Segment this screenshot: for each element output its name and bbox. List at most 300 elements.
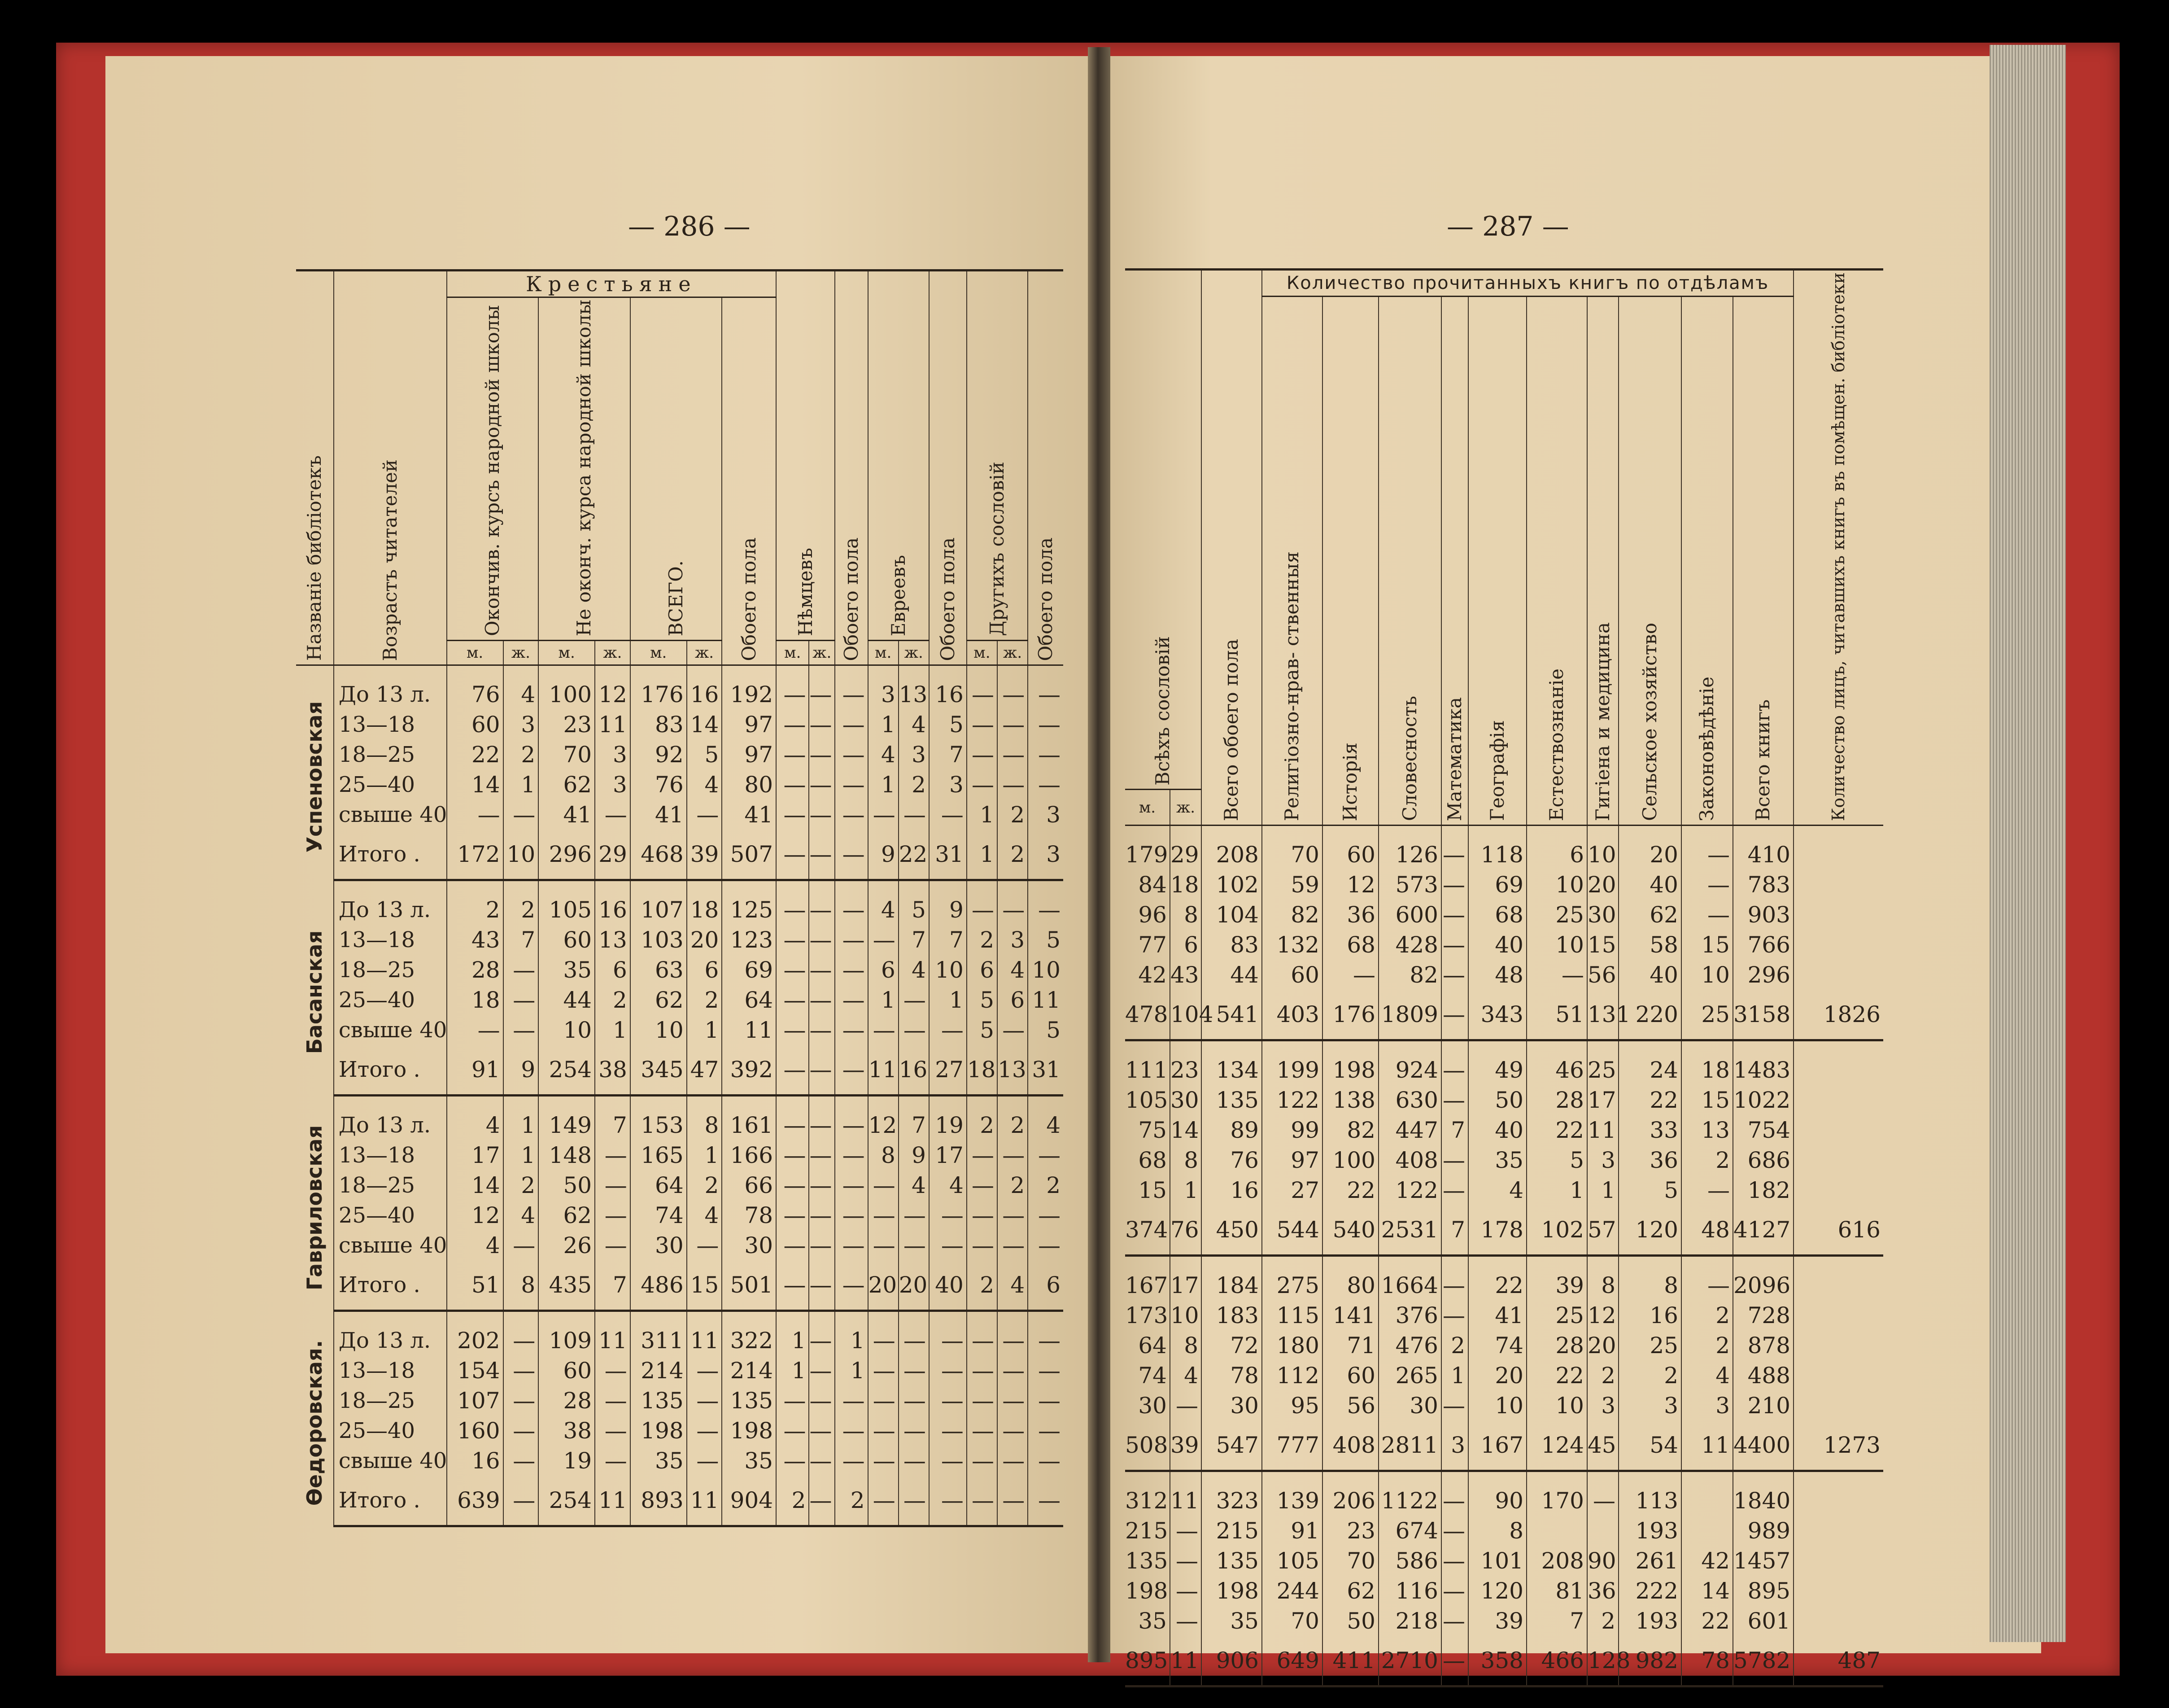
- table-cell: 2: [1681, 1330, 1733, 1360]
- table-row: [1125, 1516, 1883, 1546]
- table-cell: [1794, 1270, 1883, 1300]
- table-cell: 11: [1587, 1115, 1619, 1145]
- table-cell: [1794, 1330, 1883, 1360]
- table-cell: —: [1681, 900, 1733, 930]
- table-cell: —: [687, 1355, 722, 1385]
- table-cell: 4: [868, 739, 899, 769]
- table-cell: [1794, 960, 1883, 990]
- table-cell: 41: [538, 799, 595, 830]
- table-cell: 22: [447, 739, 503, 769]
- table-cell: 167: [1468, 1420, 1527, 1471]
- table-cell: 8: [868, 1140, 899, 1170]
- table-cell: 345: [630, 1045, 687, 1096]
- table-cell: 8: [1170, 900, 1201, 930]
- table-cell: 18: [1170, 869, 1201, 900]
- table-cell: 6: [967, 955, 997, 985]
- table-cell: 208: [1527, 1546, 1587, 1576]
- header-finished-school: Окончив. курсъ народной школы: [447, 297, 539, 641]
- table-cell: 62: [1619, 900, 1681, 930]
- table-cell: [1794, 1085, 1883, 1115]
- table-cell: 89: [1201, 1115, 1262, 1145]
- table-cell: —: [809, 985, 835, 1015]
- table-cell: 107: [630, 895, 687, 925]
- table-cell: —: [1441, 1055, 1468, 1085]
- table-cell: —: [809, 1415, 835, 1446]
- table-cell: 16: [595, 895, 630, 925]
- header-other-estates: Другихъ сословій: [967, 271, 1028, 641]
- table-row: [296, 769, 1063, 799]
- table-cell: 124: [1527, 1420, 1587, 1471]
- table-cell: 12: [595, 679, 630, 709]
- header-natural-science: Естествознаніе: [1527, 297, 1587, 826]
- table-cell: 107: [447, 1385, 503, 1415]
- page-number-left: — 286 —: [628, 211, 751, 242]
- readers-table-right: [1125, 268, 1883, 1687]
- age-group-label: 18—25: [334, 955, 447, 985]
- table-cell: 222: [1619, 1576, 1681, 1606]
- header-f: ж.: [687, 641, 722, 665]
- table-cell: 112: [1262, 1360, 1322, 1390]
- table-cell: 184: [1201, 1270, 1262, 1300]
- table-cell: 172: [447, 830, 503, 880]
- table-cell: [1794, 1390, 1883, 1420]
- table-cell: 8: [503, 1260, 539, 1311]
- table-cell: 2: [1681, 1145, 1733, 1175]
- table-cell: —: [809, 895, 835, 925]
- table-cell: 26: [538, 1230, 595, 1260]
- table-cell: —: [835, 1260, 868, 1311]
- table-cell: —: [997, 895, 1028, 925]
- table-cell: 508: [1125, 1420, 1170, 1471]
- table-cell: 11: [595, 1325, 630, 1355]
- table-row: [1125, 1576, 1883, 1606]
- table-cell: 18: [967, 1045, 997, 1096]
- table-cell: 101: [1468, 1546, 1527, 1576]
- table-cell: —: [503, 1355, 539, 1385]
- table-cell: 982: [1619, 1636, 1681, 1686]
- table-cell: 120: [1468, 1576, 1527, 1606]
- table-cell: 18: [687, 895, 722, 925]
- table-cell: 1: [776, 1325, 809, 1355]
- table-cell: 447: [1379, 1115, 1441, 1145]
- table-row: [296, 709, 1063, 739]
- table-cell: 63: [630, 955, 687, 985]
- table-cell: —: [929, 799, 967, 830]
- library-name: Успеновская: [302, 701, 327, 853]
- table-cell: 22: [899, 830, 929, 880]
- table-cell: —: [1441, 1175, 1468, 1205]
- table-cell: 17: [929, 1140, 967, 1170]
- table-cell: 4: [1170, 1360, 1201, 1390]
- table-cell: —: [868, 1476, 899, 1526]
- table-cell: —: [776, 799, 809, 830]
- table-cell: —: [1441, 1300, 1468, 1330]
- table-cell: 25: [1619, 1330, 1681, 1360]
- table-row: [296, 1200, 1063, 1230]
- table-cell: —: [868, 1415, 899, 1446]
- table-row: [1125, 990, 1883, 1040]
- table-cell: —: [595, 1385, 630, 1415]
- table-cell: —: [595, 1415, 630, 1446]
- table-cell: —: [1441, 1516, 1468, 1546]
- table-cell: —: [967, 1446, 997, 1476]
- table-cell: 1: [687, 1015, 722, 1045]
- table-cell: 2: [899, 769, 929, 799]
- table-cell: 165: [630, 1140, 687, 1170]
- table-cell: 39: [1468, 1606, 1527, 1636]
- table-cell: 3: [929, 769, 967, 799]
- table-cell: 97: [722, 739, 776, 769]
- table-cell: —: [929, 1200, 967, 1230]
- table-cell: 411: [1322, 1636, 1379, 1686]
- table-cell: 31: [1028, 1045, 1063, 1096]
- table-cell: 60: [538, 925, 595, 955]
- table-cell: 192: [722, 679, 776, 709]
- table-cell: —: [595, 1170, 630, 1200]
- table-cell: 2: [687, 1170, 722, 1200]
- table-cell: 16: [1201, 1175, 1262, 1205]
- table-cell: —: [687, 799, 722, 830]
- table-cell: 2: [997, 799, 1028, 830]
- table-cell: 176: [630, 679, 687, 709]
- table-cell: 96: [1138, 901, 1167, 928]
- table-cell: 1: [835, 1355, 868, 1385]
- table-cell: 486: [630, 1260, 687, 1311]
- table-cell: —: [835, 1385, 868, 1415]
- table-cell: —: [929, 1385, 967, 1415]
- table-cell: —: [809, 1110, 835, 1140]
- table-cell: 14: [687, 709, 722, 739]
- header-all-estates: Всѣхъ сословій: [1125, 270, 1201, 790]
- table-cell: 30: [1379, 1390, 1441, 1420]
- table-cell: 2: [997, 1170, 1028, 1200]
- table-cell: —: [809, 1446, 835, 1476]
- header-f: ж.: [1170, 790, 1201, 826]
- header-m: м.: [447, 641, 503, 665]
- table-cell: 7: [899, 1110, 929, 1140]
- readers-table-left: [296, 269, 1063, 1527]
- table-cell: 41: [1468, 1300, 1527, 1330]
- age-group-label: Итого .: [334, 830, 447, 880]
- table-cell: 123: [722, 925, 776, 955]
- table-cell: 4: [503, 679, 539, 709]
- table-cell: 25: [1527, 900, 1587, 930]
- table-cell: 408: [1379, 1145, 1441, 1175]
- table-cell: 57: [1587, 1205, 1619, 1256]
- table-cell: 2: [997, 830, 1028, 880]
- table-cell: 10: [1468, 1390, 1527, 1420]
- table-cell: —: [967, 1170, 997, 1200]
- page-edges: [1990, 45, 2066, 1642]
- table-cell: 122: [1379, 1175, 1441, 1205]
- table-cell: —: [1441, 1485, 1468, 1516]
- table-cell: —: [1322, 960, 1379, 990]
- table-cell: —: [447, 1015, 503, 1045]
- table-cell: 5: [1028, 925, 1063, 955]
- table-cell: 166: [722, 1140, 776, 1170]
- table-cell: 19: [538, 1446, 595, 1476]
- table-cell: 7: [503, 925, 539, 955]
- age-group-label: 25—40: [334, 769, 447, 799]
- table-cell: 254: [538, 1045, 595, 1096]
- table-cell: 1809: [1379, 990, 1441, 1040]
- table-cell: 9: [899, 1140, 929, 1170]
- table-cell: 2: [1619, 1360, 1681, 1390]
- table-row: [296, 830, 1063, 880]
- table-cell: 3: [1028, 830, 1063, 880]
- table-cell: —: [899, 985, 929, 1015]
- table-cell: —: [997, 1476, 1028, 1526]
- table-cell: 17: [447, 1140, 503, 1170]
- table-cell: 686: [1733, 1145, 1794, 1175]
- table-cell: 30: [1170, 1085, 1201, 1115]
- table-cell: —: [899, 1325, 929, 1355]
- table-cell: 3158: [1733, 990, 1794, 1040]
- table-cell: 312: [1125, 1487, 1168, 1514]
- table-cell: 540: [1322, 1205, 1379, 1256]
- table-cell: [1794, 1145, 1883, 1175]
- table-cell: [1794, 869, 1883, 900]
- table-cell: 5: [899, 895, 929, 925]
- table-cell: 3: [1681, 1390, 1733, 1420]
- table-cell: —: [776, 1446, 809, 1476]
- table-cell: [1794, 1055, 1883, 1085]
- age-group-label: 13—18: [334, 1140, 447, 1170]
- table-cell: 2531: [1379, 1205, 1441, 1256]
- table-cell: 5: [687, 739, 722, 769]
- table-cell: —: [929, 1325, 967, 1355]
- table-cell: 11: [1170, 1485, 1201, 1516]
- table-cell: 141: [1322, 1300, 1379, 1330]
- age-group-label: 18—25: [334, 739, 447, 769]
- table-cell: 74: [630, 1200, 687, 1230]
- table-cell: 6: [1527, 839, 1587, 869]
- table-cell: 3: [1587, 1390, 1619, 1420]
- table-cell: 674: [1379, 1516, 1441, 1546]
- header-f: ж.: [809, 641, 835, 665]
- header-m: м.: [967, 641, 997, 665]
- table-cell: 24: [1619, 1055, 1681, 1085]
- table-cell: 311: [630, 1325, 687, 1355]
- table-cell: 54: [1619, 1420, 1681, 1471]
- table-cell: 125: [722, 895, 776, 925]
- table-cell: 22: [1468, 1270, 1527, 1300]
- table-cell: 40: [1619, 960, 1681, 990]
- table-cell: 44: [1201, 960, 1262, 990]
- table-cell: —: [929, 1446, 967, 1476]
- table-cell: —: [776, 1140, 809, 1170]
- table-cell: 2: [503, 895, 539, 925]
- table-cell: 8: [687, 1110, 722, 1140]
- table-cell: 19: [929, 1110, 967, 1140]
- table-cell: —: [1170, 1516, 1201, 1546]
- table-cell: 39: [1527, 1270, 1587, 1300]
- table-row: [296, 1015, 1063, 1045]
- table-cell: —: [1441, 1145, 1468, 1175]
- table-cell: —: [997, 709, 1028, 739]
- table-row: [296, 925, 1063, 955]
- table-cell: 7: [929, 739, 967, 769]
- table-cell: 4: [899, 1170, 929, 1200]
- table-cell: 76: [630, 769, 687, 799]
- table-cell: —: [835, 1170, 868, 1200]
- table-cell: —: [868, 1015, 899, 1045]
- table-cell: 12: [868, 1110, 899, 1140]
- table-cell: 376: [1379, 1300, 1441, 1330]
- table-cell: —: [503, 1415, 539, 1446]
- table-cell: 478: [1125, 990, 1170, 1040]
- table-cell: —: [776, 1015, 809, 1045]
- table-cell: 435: [538, 1260, 595, 1311]
- table-cell: [1794, 1606, 1883, 1636]
- table-cell: 199: [1262, 1055, 1322, 1085]
- table-cell: 66: [722, 1170, 776, 1200]
- header-m: м.: [538, 641, 595, 665]
- table-cell: 75: [1138, 1117, 1167, 1143]
- table-cell: 15: [1138, 1177, 1167, 1203]
- table-cell: 202: [447, 1325, 503, 1355]
- header-geography: Географія: [1468, 297, 1527, 826]
- table-cell: 8: [1468, 1516, 1527, 1546]
- table-cell: —: [899, 1446, 929, 1476]
- table-cell: 20: [1468, 1360, 1527, 1390]
- table-cell: —: [1441, 930, 1468, 960]
- table-cell: —: [595, 1140, 630, 1170]
- table-cell: 2: [1587, 1606, 1619, 1636]
- table-cell: —: [868, 1385, 899, 1415]
- table-cell: 84: [1138, 871, 1167, 898]
- header-law: Законовѣдѣніе: [1681, 297, 1733, 826]
- table-cell: 48: [1468, 960, 1527, 990]
- table-cell: —: [1441, 900, 1468, 930]
- table-row: [1125, 1636, 1883, 1686]
- table-cell: 3: [868, 679, 899, 709]
- table-cell: 178: [1468, 1205, 1527, 1256]
- table-cell: 895: [1125, 1636, 1170, 1686]
- table-cell: 428: [1379, 930, 1441, 960]
- table-cell: —: [1441, 869, 1468, 900]
- table-cell: 989: [1733, 1516, 1794, 1546]
- table-cell: 208: [1201, 839, 1262, 869]
- table-cell: 12: [447, 1200, 503, 1230]
- table-cell: 35: [722, 1446, 776, 1476]
- table-cell: 148: [538, 1140, 595, 1170]
- table-cell: 1826: [1794, 990, 1883, 1040]
- table-cell: —: [776, 1045, 809, 1096]
- table-cell: 10: [1587, 839, 1619, 869]
- table-cell: 5: [929, 709, 967, 739]
- table-cell: 4: [687, 1200, 722, 1230]
- header-history: Исторія: [1322, 297, 1379, 826]
- age-group-label: свыше 40: [334, 1446, 447, 1476]
- table-cell: 60: [447, 709, 503, 739]
- age-group-label: свыше 40: [334, 1015, 447, 1045]
- table-cell: 573: [1379, 869, 1441, 900]
- table-cell: 210: [1733, 1390, 1794, 1420]
- table-cell: —: [899, 1230, 929, 1260]
- table-cell: [1794, 1516, 1883, 1546]
- table-cell: 501: [722, 1260, 776, 1311]
- age-group-label: 25—40: [334, 1415, 447, 1446]
- table-cell: 95: [1262, 1390, 1322, 1420]
- table-cell: 3: [595, 739, 630, 769]
- book-gutter: [1088, 47, 1110, 1662]
- table-cell: —: [868, 1170, 899, 1200]
- table-cell: 10: [929, 955, 967, 985]
- table-cell: —: [967, 1140, 997, 1170]
- table-cell: 728: [1733, 1300, 1794, 1330]
- table-cell: —: [503, 1230, 539, 1260]
- table-cell: 5: [1028, 1015, 1063, 1045]
- table-cell: 180: [1262, 1330, 1322, 1360]
- table-cell: 4: [868, 895, 899, 925]
- age-group-label: свыше 40: [334, 1230, 447, 1260]
- table-cell: 9: [503, 1045, 539, 1096]
- table-cell: —: [835, 955, 868, 985]
- table-cell: 488: [1733, 1360, 1794, 1390]
- table-cell: 111: [1125, 1057, 1168, 1083]
- table-row: [1125, 900, 1883, 930]
- table-cell: 30: [1201, 1390, 1262, 1420]
- table-cell: —: [835, 679, 868, 709]
- table-cell: 20: [687, 925, 722, 955]
- table-cell: [1681, 1516, 1733, 1546]
- table-cell: 600: [1379, 900, 1441, 930]
- table-cell: 76: [1170, 1205, 1201, 1256]
- table-cell: 27: [1262, 1175, 1322, 1205]
- table-cell: 2: [447, 895, 503, 925]
- header-germans: Нѣмцевъ: [776, 271, 835, 641]
- table-cell: 198: [722, 1415, 776, 1446]
- table-cell: 2811: [1379, 1420, 1441, 1471]
- table-cell: —: [835, 1446, 868, 1476]
- table-cell: 23: [1322, 1516, 1379, 1546]
- table-cell: —: [809, 1325, 835, 1355]
- table-row: [1125, 1420, 1883, 1471]
- table-cell: 47: [687, 1045, 722, 1096]
- table-cell: 15: [1681, 1085, 1733, 1115]
- table-cell: —: [687, 1415, 722, 1446]
- library-name: Гавриловская: [302, 1125, 327, 1291]
- table-cell: —: [595, 1355, 630, 1385]
- table-cell: —: [776, 679, 809, 709]
- table-cell: 4400: [1733, 1420, 1794, 1471]
- table-cell: 116: [1379, 1576, 1441, 1606]
- table-cell: —: [997, 769, 1028, 799]
- table-cell: —: [835, 1140, 868, 1170]
- table-cell: 10: [1028, 955, 1063, 985]
- table-cell: 183: [1201, 1300, 1262, 1330]
- table-row: [296, 1260, 1063, 1311]
- table-cell: —: [899, 1476, 929, 1526]
- header-readers-in-library: Количество лицъ, читавшихъ книгъ въ помѣщен. библіотеки: [1794, 270, 1883, 826]
- table-cell: 14: [1170, 1115, 1201, 1145]
- table-cell: 1: [868, 709, 899, 739]
- table-cell: —: [967, 1476, 997, 1526]
- table-cell: —: [776, 739, 809, 769]
- table-row: [1125, 1085, 1883, 1115]
- table-row: [296, 1140, 1063, 1170]
- table-cell: —: [868, 799, 899, 830]
- table-cell: —: [967, 1325, 997, 1355]
- table-cell: 81: [1527, 1576, 1587, 1606]
- table-cell: 4: [1028, 1110, 1063, 1140]
- table-cell: 16: [447, 1446, 503, 1476]
- table-cell: 2096: [1733, 1270, 1794, 1300]
- table-cell: 7: [899, 925, 929, 955]
- table-cell: 1: [868, 769, 899, 799]
- table-cell: 11: [687, 1476, 722, 1526]
